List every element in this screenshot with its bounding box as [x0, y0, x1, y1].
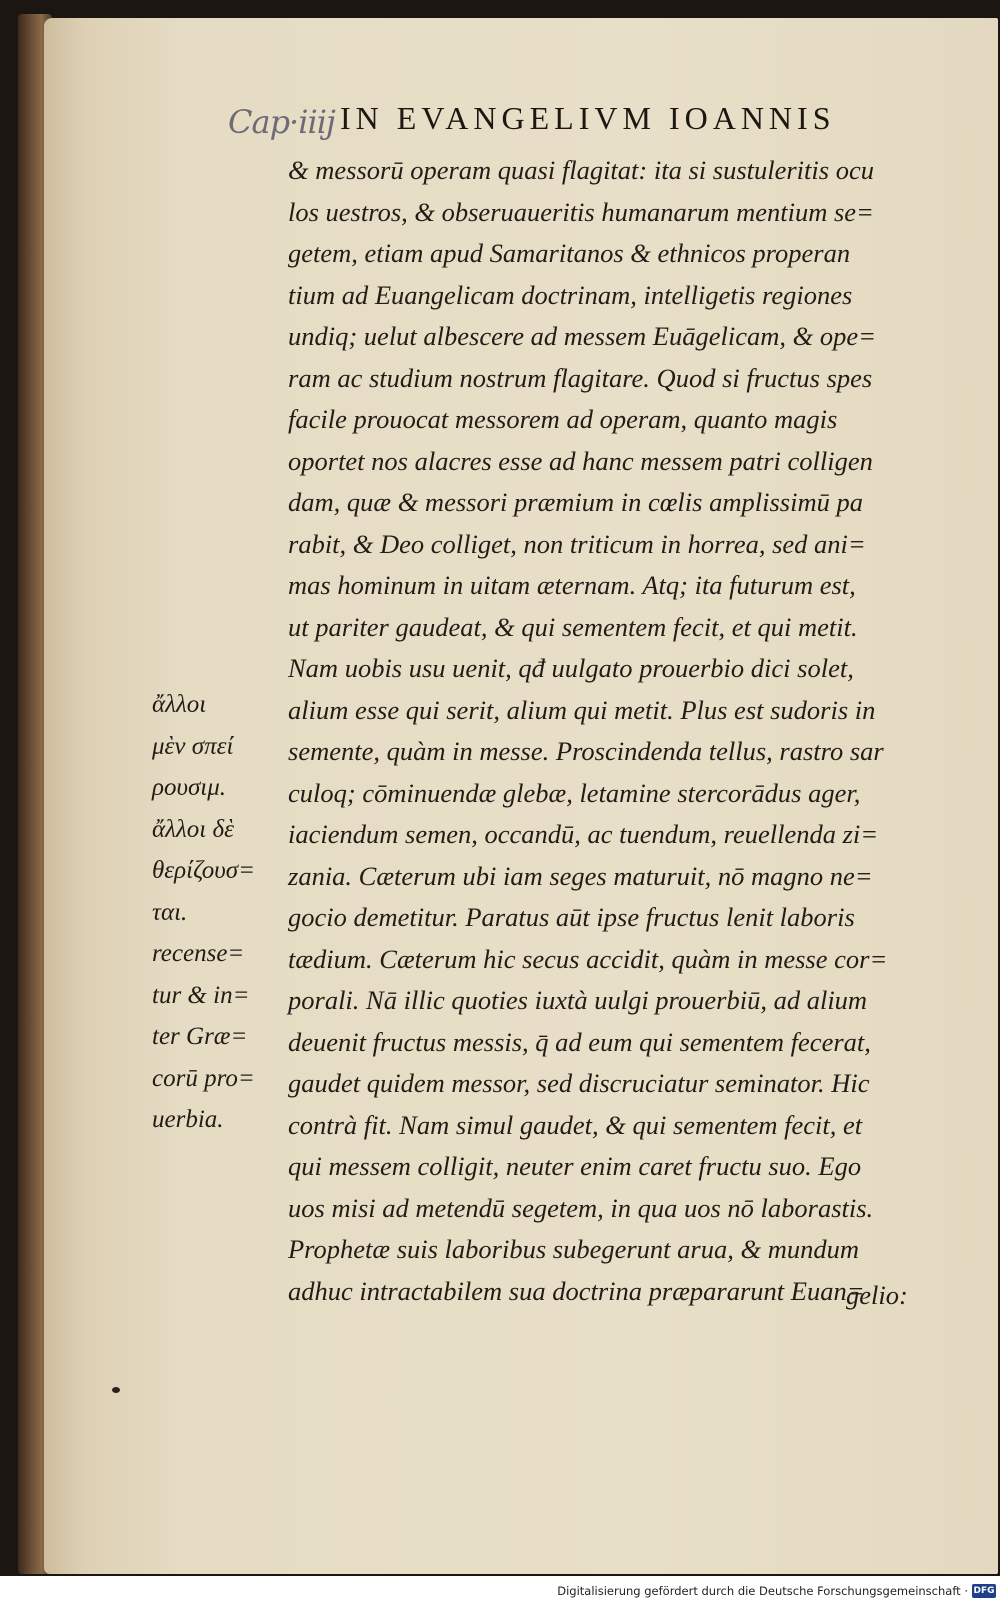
text-line: undiq; uelut albescere ad messem Euāgelicam, & ope=	[288, 321, 876, 351]
text-line: & messorū operam quasi flagitat: ita si sustuleritis ocu	[288, 155, 874, 185]
marginal-note-line: ρουσιμ.	[152, 774, 227, 801]
text-line: qui messem colligit, neuter enim caret fructu suo. Ego	[288, 1151, 862, 1181]
text-line: facile prouocat messorem ad operam, quanto magis	[288, 404, 838, 434]
text-line: uos misi ad metendū segetem, in qua uos nō laborastis.	[288, 1192, 874, 1223]
text-line: porali. Nā illic quoties iuxtà uulgi prouerbiū, ad alium	[288, 985, 868, 1015]
text-line: rabit, & Deo colliget, non triticum in horrea, sed ani=	[288, 528, 866, 559]
text-line: adhuc intractabilem sua doctrina præpararunt Euan=	[288, 1275, 865, 1306]
ink-speck	[112, 1387, 120, 1393]
text-line: getem, etiam apud Samaritanos & ethnicos properan	[288, 238, 851, 268]
body-text	[288, 150, 948, 1312]
text-line: Nam uobis usu uenit, qđ uulgato prouerbio dici solet,	[288, 653, 854, 683]
marginal-note-line: ter Græ=	[152, 1023, 248, 1050]
footer-credit: Digitalisierung gefördert durch die Deutsche Forschungsgemeinschaft ·	[557, 1584, 968, 1598]
text-line: semente, quàm in messe. Proscindenda tellus, rastro sar	[288, 736, 884, 766]
catchword: gelio:	[846, 1280, 908, 1310]
marginal-note-line: ται.	[152, 898, 188, 926]
text-line: alium esse qui serit, alium qui metit. Plus est sudoris in	[288, 694, 876, 725]
marginal-note-line: ἄλλοι	[152, 691, 207, 718]
text-line: iaciendum semen, occandū, ac tuendum, reuellenda zi=	[288, 819, 879, 849]
text-line: deuenit fructus messis, q̄ ad eum qui sementem fecerat,	[288, 1026, 871, 1057]
running-head: IN EVANGELIVM IOANNIS	[340, 100, 836, 136]
text-line: los uestros, & obseruaueritis humanarum mentium se=	[288, 196, 874, 227]
digitization-footer	[557, 1584, 996, 1598]
text-line: dam, quæ & messori præmium in cœlis amplissimū pa	[288, 487, 863, 517]
marginal-note-line: recense=	[152, 940, 245, 967]
marginal-note-line: uerbia.	[152, 1106, 224, 1133]
text-line: culoq; cōminuendæ glebæ, letamine stercorādus ager,	[288, 777, 861, 808]
handwritten-margin-note: Cap·iiij	[228, 103, 335, 141]
dfg-logo-icon: DFG	[973, 1586, 995, 1596]
marginal-note-line: corū pro=	[152, 1064, 255, 1092]
marginal-note-line: μὲν σπεί	[152, 732, 234, 760]
text-line: zania. Cæterum ubi iam seges maturuit, nō magno ne=	[288, 860, 873, 891]
text-line: tium ad Euangelicam doctrinam, intelligetis regiones	[288, 279, 853, 310]
marginal-note-line: tur & in=	[152, 981, 250, 1009]
marginal-note-line: ἄλλοι δὲ	[152, 815, 234, 843]
text-line: oportet nos alacres esse ad hanc messem patri colligen	[288, 445, 873, 476]
text-line: tædium. Cæterum hic secus accidit, quàm in messe cor=	[288, 943, 888, 974]
text-line: ut pariter gaudeat, & qui sementem fecit, et qui metit.	[288, 611, 858, 642]
text-line: gocio demetitur. Paratus aūt ipse fructus lenit laboris	[288, 902, 855, 932]
marginal-notes	[152, 684, 284, 1141]
marginal-note-line: θερίζουσ=	[152, 857, 255, 884]
text-line: Prophetæ suis laboribus subegerunt arua, & mundum	[288, 1234, 859, 1264]
text-line: contrà fit. Nam simul gaudet, & qui sementem fecit, et	[288, 1109, 863, 1140]
text-line: mas hominum in uitam æternam. Atq; ita futurum est,	[288, 570, 856, 600]
text-line: gaudet quidem messor, sed discruciatur seminator. Hic	[288, 1068, 870, 1098]
text-line: ram ac studium nostrum flagitare. Quod si fructus spes	[288, 362, 873, 393]
